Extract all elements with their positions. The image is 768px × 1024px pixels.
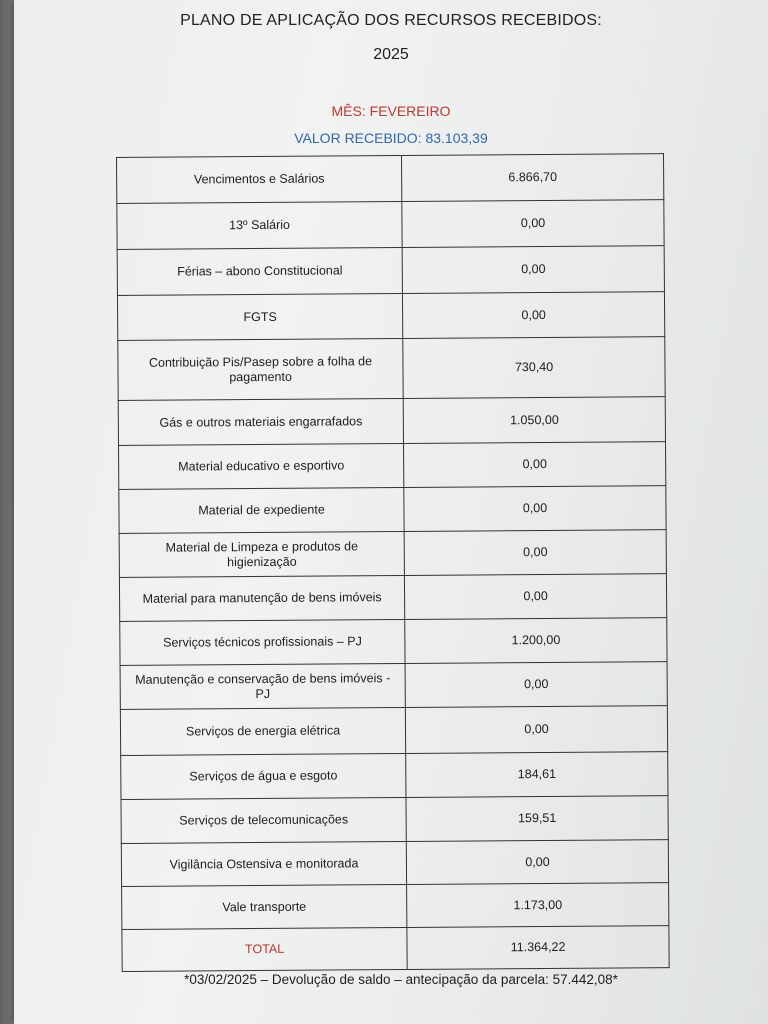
- row-label: Material educativo e esportivo: [119, 443, 404, 489]
- table-row: [117, 200, 664, 250]
- row-value: 6.866,70: [402, 154, 664, 202]
- table-row: [121, 796, 668, 844]
- row-label: Vigilância Ostensiva e monitorada: [121, 841, 406, 886]
- table-row: [121, 840, 668, 887]
- row-value: 0,00: [405, 706, 667, 754]
- table-row: [119, 574, 666, 622]
- month-label: MÊS: FEVEREIRO: [331, 103, 451, 119]
- total-label: TOTAL: [122, 927, 407, 971]
- row-label: Material para manutenção de bens imóveis: [119, 575, 404, 621]
- paper-sheet: [14, 0, 768, 1024]
- row-value: 1.200,00: [405, 618, 667, 664]
- row-label: Serviços de água e esgoto: [121, 753, 406, 799]
- row-label: Serviços técnicos profissionais – PJ: [120, 619, 405, 665]
- total-row: [122, 926, 669, 972]
- row-label: Vencimentos e Salários: [117, 156, 402, 204]
- row-value: 730,40: [403, 337, 665, 399]
- table-row: [117, 154, 664, 204]
- row-label: 13º Salário: [117, 202, 402, 250]
- table-row: [121, 752, 668, 800]
- row-value: 1.050,00: [403, 397, 665, 444]
- row-label: Manutenção e conservação de bens imóveis - PJ: [120, 663, 405, 709]
- expense-table: [116, 153, 670, 972]
- row-value: 0,00: [402, 200, 664, 248]
- row-value: 0,00: [406, 840, 668, 885]
- row-label: FGTS: [117, 294, 402, 341]
- row-value: 0,00: [402, 246, 664, 294]
- row-label: Gás e outros materiais engarrafados: [118, 398, 403, 445]
- row-label: Material de expediente: [119, 487, 404, 533]
- received-amount: VALOR RECEBIDO: 83.103,39: [294, 130, 488, 146]
- row-value: 0,00: [403, 292, 665, 339]
- document-year: 2025: [373, 46, 409, 63]
- row-value: 184,61: [406, 752, 668, 798]
- total-value: 11.364,22: [407, 926, 669, 970]
- table-row: [120, 706, 667, 756]
- table-row: [120, 662, 667, 710]
- table-row: [119, 530, 666, 578]
- row-value: 0,00: [405, 574, 667, 620]
- table-row: [118, 337, 665, 401]
- table-row: [118, 397, 665, 446]
- row-value: 0,00: [404, 486, 666, 532]
- footnote: *03/02/2025 – Devolução de saldo – antecipação da parcela: 57.442,08*: [184, 972, 618, 987]
- row-value: 0,00: [404, 530, 666, 576]
- row-label: Serviços de telecomunicações: [121, 797, 406, 843]
- row-value: 1.173,00: [407, 883, 669, 928]
- row-label: Contribuição Pis/Pasep sobre a folha de pagamento: [118, 339, 404, 401]
- row-value: 159,51: [406, 796, 668, 842]
- row-label: Férias – abono Constitucional: [117, 248, 402, 296]
- table-row: [119, 486, 666, 534]
- table-row: [122, 883, 669, 930]
- table-row: [117, 246, 664, 296]
- row-label: Vale transporte: [122, 884, 407, 929]
- row-value: 0,00: [405, 662, 667, 708]
- table-row: [117, 292, 664, 341]
- row-label: Serviços de energia elétrica: [120, 707, 405, 755]
- row-label: Material de Limpeza e produtos de higienização: [119, 531, 404, 577]
- table-row: [119, 442, 666, 490]
- row-value: 0,00: [404, 442, 666, 488]
- table-row: [120, 618, 667, 666]
- document-title: PLANO DE APLICAÇÃO DOS RECURSOS RECEBIDOS:: [180, 12, 602, 29]
